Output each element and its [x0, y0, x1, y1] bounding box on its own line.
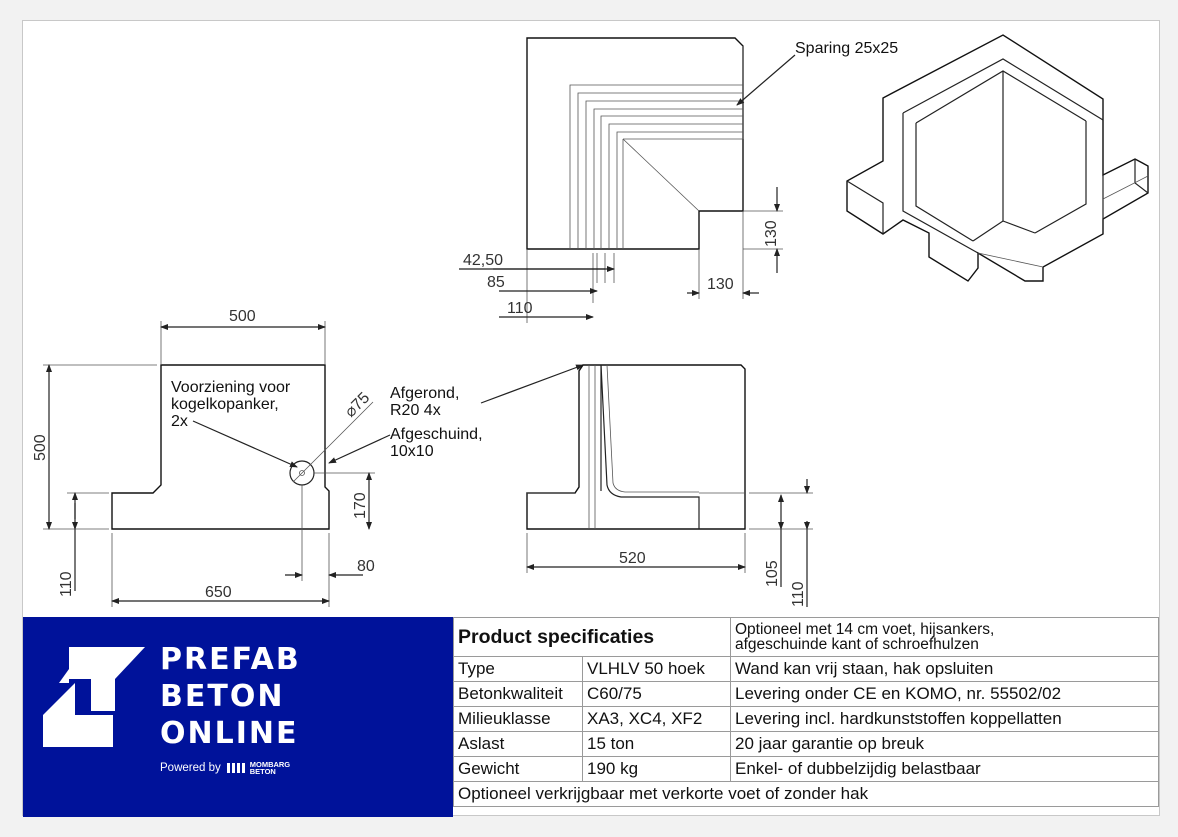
isometric-view [847, 35, 1148, 281]
top-view [459, 38, 898, 323]
dim-80: 80 [357, 558, 375, 575]
spec-label-gewicht: Gewicht [454, 757, 583, 782]
brand-line-2: BETON [160, 679, 285, 714]
front-view [527, 365, 813, 607]
dim-42-50: 42,50 [463, 252, 504, 269]
dim-170: 170 [352, 492, 369, 519]
dim-105: 105 [764, 560, 781, 587]
specs-note-1-line-2: afgeschuinde kant of schroefhulzen [735, 636, 979, 653]
dim-110-top: 110 [507, 300, 533, 317]
spec-label-type: Type [454, 657, 583, 682]
powered-by-label: Powered by [160, 762, 221, 774]
brand-line-1: PREFAB [160, 642, 301, 677]
label-afgerond-1: Afgerond, [390, 385, 460, 402]
technical-drawing [23, 21, 1161, 617]
spec-value-gewicht: 190 kg [583, 757, 731, 782]
spec-label-aslast: Aslast [454, 732, 583, 757]
specs-note-2: Wand kan vrij staan, hak opsluiten [731, 657, 1159, 682]
powered-by [160, 761, 290, 775]
brand-name [160, 641, 301, 752]
spec-value-milieuklasse: XA3, XC4, XF2 [583, 707, 731, 732]
side-view [32, 308, 583, 607]
partner-name-1: MOMBARG [249, 760, 291, 769]
label-voorziening-3: 2x [171, 413, 188, 430]
brand-logo-icon [35, 643, 145, 753]
label-afgeschuind-2: 10x10 [390, 443, 434, 460]
label-afgerond-2: R20 4x [390, 402, 441, 419]
specs-note-3: Levering onder CE en KOMO, nr. 55502/02 [731, 682, 1159, 707]
label-sparing: Sparing 25x25 [795, 40, 899, 57]
specs-footer: Optioneel verkrijgbaar met verkorte voet of zonder hak [454, 782, 1159, 807]
dim-130-horizontal: 130 [707, 276, 734, 293]
dim-650: 650 [205, 584, 232, 601]
dim-520: 520 [619, 550, 646, 567]
dim-500-height: 500 [32, 434, 49, 461]
specs-note-6: Enkel- of dubbelzijdig belastbaar [731, 757, 1159, 782]
spec-label-betonkwaliteit: Betonkwaliteit [454, 682, 583, 707]
spec-value-betonkwaliteit: C60/75 [583, 682, 731, 707]
spec-value-type: VLHLV 50 hoek [583, 657, 731, 682]
label-voorziening-1: Voorziening voor [171, 379, 291, 396]
label-afgeschuind-1: Afgeschuind, [390, 426, 483, 443]
dim-110-side: 110 [58, 571, 75, 597]
brand-line-3: ONLINE [160, 716, 299, 751]
dim-85: 85 [487, 274, 505, 291]
label-voorziening-2: kogelkopanker, [171, 396, 279, 413]
specs-title: Product specificaties [454, 618, 731, 657]
dim-diameter: ⌀75 [341, 389, 374, 421]
brand-panel [23, 617, 453, 817]
specs-note-4: Levering incl. hardkunststoffen koppellatten [731, 707, 1159, 732]
dim-110-front: 110 [790, 581, 807, 607]
dim-500-width: 500 [229, 308, 256, 325]
partner-logo [227, 761, 290, 775]
drawing-sheet [22, 20, 1160, 816]
dim-130-vertical: 130 [763, 220, 780, 247]
specs-note-5: 20 jaar garantie op breuk [731, 732, 1159, 757]
specs-table [453, 617, 1159, 807]
spec-label-milieuklasse: Milieuklasse [454, 707, 583, 732]
partner-name-2: BETON [249, 767, 276, 776]
partner-logo-icon [227, 763, 247, 773]
specs-note-1-line-1: Optioneel met 14 cm voet, hijsankers, [735, 621, 995, 638]
specs-note-1 [731, 618, 1159, 657]
spec-value-aslast: 15 ton [583, 732, 731, 757]
